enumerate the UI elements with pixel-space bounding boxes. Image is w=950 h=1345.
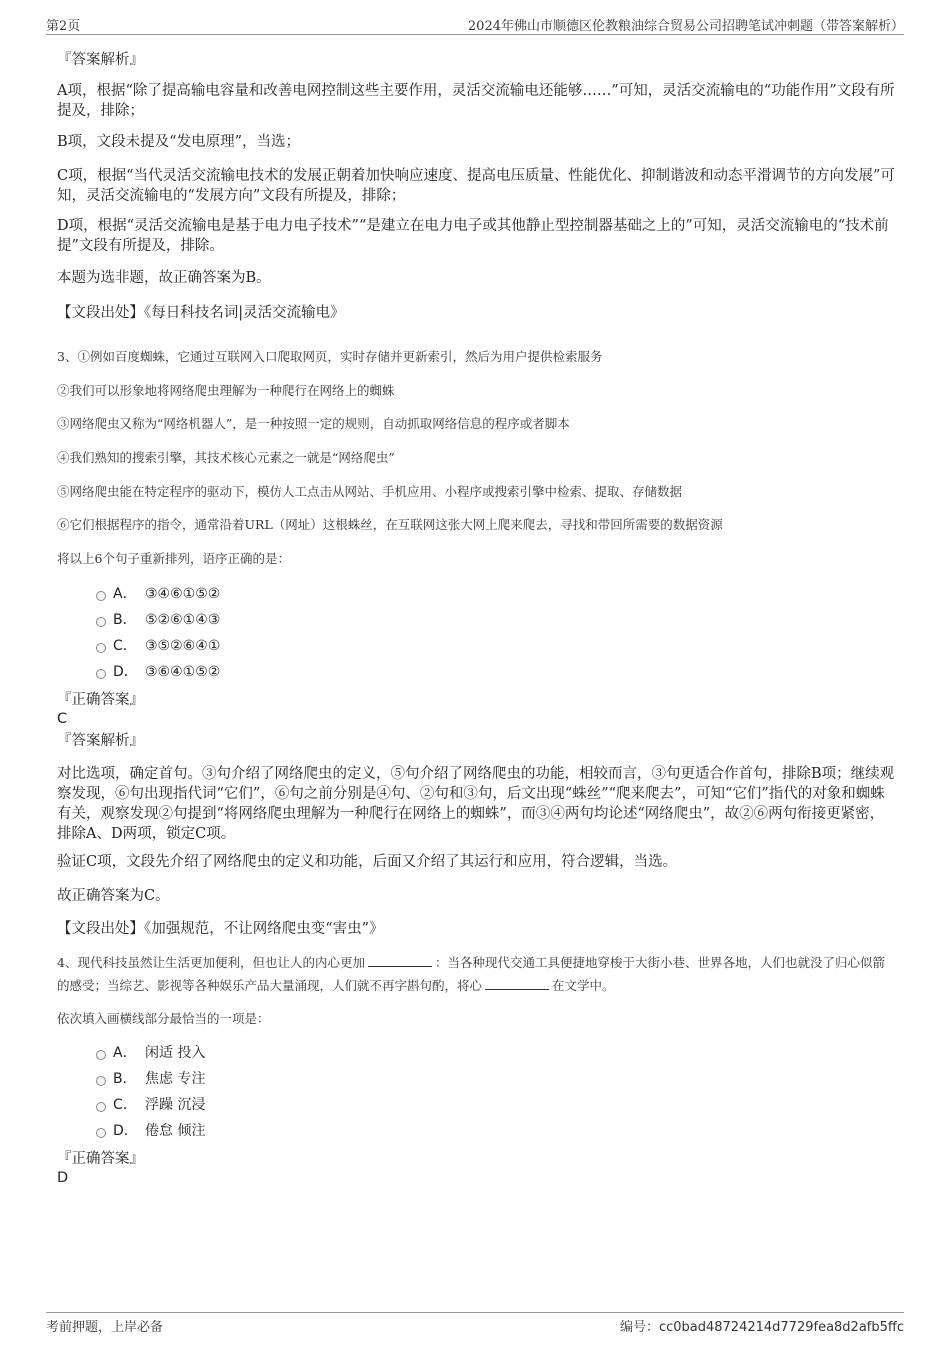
- document-id: 编号：cc0bad48724214d7729fea8d2afb5ffc: [619, 1320, 904, 1335]
- q3-conclusion: 故正确答案为C。: [57, 888, 170, 904]
- q4-answer: D: [57, 1170, 69, 1186]
- q3-analysis-para-2: 验证C项，文段先介绍了网络爬虫的定义和功能，后面又介绍了其运行和应用，符合逻辑，当选。: [57, 854, 678, 870]
- q2-analysis-para-a: A项，根据“除了提高输电容量和改善电网控制这些主要作用，灵活交流输电还能够……”可知，灵活交流输电的“功能作用”文段有所提及，排除；: [57, 83, 895, 119]
- radio-icon[interactable]: [96, 1102, 106, 1112]
- q3-option-a[interactable]: A． ③④⑥①⑤②: [96, 584, 220, 604]
- q4-stem: 4、现代科技虽然让生活更加便利，但也让人的内心更加 ：当各种现代交通工具便捷地穿梭于大街小巷、世界各地，人们也就没了归心似箭的感受；当综艺、影视等各种娱乐产品大量涌现，人们就不再字斟句酌，将心 在文学中。: [57, 951, 895, 997]
- q3-option-b[interactable]: B． ⑤②⑥①④③: [96, 610, 220, 630]
- q4-answer-label: 『正确答案』: [57, 1151, 144, 1167]
- radio-icon[interactable]: [96, 1128, 106, 1138]
- q3-answer: C: [57, 711, 68, 727]
- fill-blank-2: [485, 975, 549, 990]
- radio-icon[interactable]: [96, 591, 106, 601]
- q3-sentence-2: ②我们可以形象地将网络爬虫理解为一种爬行在网络上的蜘蛛: [57, 383, 395, 398]
- q3-sentence-1: 3、①例如百度蜘蛛，它通过互联网入口爬取网页，实时存储并更新索引，然后为用户提供检索服务: [57, 349, 603, 364]
- fill-blank-1: [368, 952, 432, 967]
- q3-sentence-4: ④我们熟知的搜索引擎，其技术核心元素之一就是“网络爬虫”: [57, 450, 395, 465]
- document-title: 2024年佛山市顺德区伦教粮油综合贸易公司招聘笔试冲刺题（带答案解析）: [467, 19, 904, 34]
- q2-analysis-para-b: B项，文段未提及“发电原理”，当选；: [57, 134, 300, 150]
- radio-icon[interactable]: [96, 1076, 106, 1086]
- q3-source: 【文段出处】《加强规范，不让网络爬虫变“害虫”》: [57, 921, 384, 937]
- radio-icon[interactable]: [96, 1050, 106, 1060]
- q3-option-d[interactable]: D． ③⑥④①⑤②: [96, 662, 220, 682]
- q4-option-d[interactable]: D． 倦怠 倾注: [96, 1121, 205, 1141]
- q3-sentence-3: ③网络爬虫又称为“网络机器人”，是一种按照一定的规则，自动抓取网络信息的程序或者脚本: [57, 416, 570, 431]
- q3-prompt: 将以上6个句子重新排列，语序正确的是：: [57, 551, 290, 566]
- q4-option-c[interactable]: C． 浮躁 沉浸: [96, 1095, 205, 1115]
- radio-icon[interactable]: [96, 669, 106, 679]
- q2-analysis-para-c: C项，根据“当代灵活交流输电技术的发展正朝着加快响应速度、提高电压质量、性能优化、抑制谐波和动态平滑调节的方向发展”可知，灵活交流输电的“发展方向”文段有所提及，排除；: [57, 168, 895, 204]
- q3-option-c[interactable]: C． ③⑤②⑥④①: [96, 636, 220, 656]
- q3-sentence-6: ⑥它们根据程序的指令，通常沿着URL（网址）这根蛛丝，在互联网这张大网上爬来爬去，寻找和带回所需要的数据资源: [57, 517, 723, 532]
- q4-option-b[interactable]: B． 焦虑 专注: [96, 1069, 205, 1089]
- q2-analysis-para-d: D项，根据“灵活交流输电是基于电力电子技术”“是建立在电力电子或其他静止型控制器基础之上的”可知，灵活交流输电的“技术前提”文段有所提及，排除。: [57, 218, 889, 254]
- q3-analysis-label: 『答案解析』: [57, 733, 144, 749]
- q2-conclusion: 本题为选非题，故正确答案为B。: [57, 270, 271, 286]
- radio-icon[interactable]: [96, 643, 106, 653]
- q2-analysis-label: 『答案解析』: [57, 52, 144, 68]
- footer-slogan: 考前押题，上岸必备: [46, 1320, 164, 1335]
- q3-analysis-para-1: 对比选项，确定首句。③句介绍了网络爬虫的定义，⑤句介绍了网络爬虫的功能，相较而言，③句更适合作首句，排除B项；继续观察发现，⑥句出现指代词“它们”，⑥句之前分别是④句、②句和③句，后文出现“蛛丝”“爬来爬去”，可知“它们”指代的对象和蜘蛛有关，观察发现②句提到“将网络爬虫理解为一种爬行在网络上的蜘蛛”，而③④两句均论述“网络爬虫”，故②⑥两句衔接更紧密，排除A、D两项，锁定C项。: [57, 766, 895, 842]
- q3-sentence-5: ⑤网络爬虫能在特定程序的驱动下，模仿人工点击从网站、手机应用、小程序或搜索引擎中检索、提取、存储数据: [57, 484, 683, 499]
- q4-prompt: 依次填入画横线部分最恰当的一项是：: [57, 1011, 270, 1026]
- page-footer: [46, 1312, 904, 1337]
- q2-source: 【文段出处】《每日科技名词|灵活交流输电》: [57, 305, 345, 321]
- page-number: 第2页: [46, 19, 81, 34]
- q3-answer-label: 『正确答案』: [57, 692, 144, 708]
- q4-option-a[interactable]: A． 闲适 投入: [96, 1043, 205, 1063]
- page-header: [46, 12, 904, 35]
- radio-icon[interactable]: [96, 617, 106, 627]
